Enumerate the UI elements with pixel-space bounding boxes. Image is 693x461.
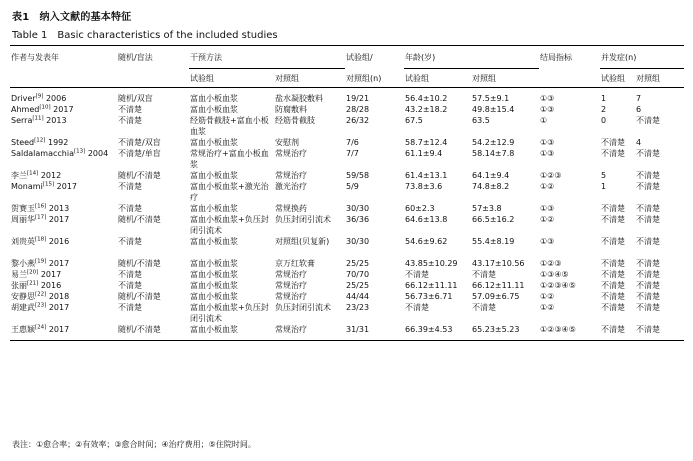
- cell-author: [10, 324, 117, 335]
- cell-author: [10, 291, 117, 302]
- cell-random: 不清楚: [118, 105, 142, 114]
- cell-sample-size: 25/25: [346, 259, 370, 268]
- cell-comp-exp: 不清楚: [601, 303, 625, 312]
- reference-number: [14]: [27, 170, 39, 177]
- table-row: [10, 148, 684, 170]
- cell-comp-exp: 不清楚: [601, 292, 625, 301]
- cell-sample-size: 36/36: [346, 215, 370, 224]
- cell-age-exp: 56.73±6.71: [405, 292, 453, 301]
- cell-outcome: ①②③: [540, 171, 562, 180]
- cell-random: 不清楚: [118, 270, 142, 279]
- header-age-ctl: 对照组: [472, 74, 496, 83]
- cell-exp-intervention: 富血小板血浆: [190, 325, 238, 334]
- header-comp-exp: 试验组: [601, 74, 625, 83]
- cell-age-exp: 64.6±13.8: [405, 215, 448, 224]
- reference-number: [12]: [34, 137, 46, 144]
- table-row: [10, 104, 684, 115]
- header-row-1: [10, 46, 684, 69]
- cell-outcome: ①③: [540, 204, 555, 213]
- publish-year: 2017: [50, 105, 74, 114]
- cell-comp-ctl: 不清楚: [636, 270, 660, 279]
- cell-exp-intervention: 富血小板血浆+负压封闭引流术: [190, 215, 269, 235]
- reference-number: [10]: [39, 104, 51, 111]
- cell-comp-ctl: 不清楚: [636, 182, 660, 191]
- cell-sample-size: 44/44: [346, 292, 370, 301]
- publish-year: 2013: [43, 116, 67, 125]
- cell-comp-ctl: 4: [636, 138, 642, 147]
- cell-comp-exp: 不清楚: [601, 204, 625, 213]
- cell-author: [10, 170, 117, 181]
- cell-sample-size: 59/58: [346, 171, 370, 180]
- header-outcome: 结局指标: [540, 53, 572, 62]
- cell-sample-size: 26/32: [346, 116, 370, 125]
- table-row: [10, 203, 684, 214]
- cell-comp-ctl: 不清楚: [636, 281, 660, 290]
- cell-author: [10, 203, 117, 214]
- cell-age-ctl: 74.8±8.2: [472, 182, 510, 191]
- cell-exp-intervention: 富血小板血浆: [190, 281, 238, 290]
- table-row: [10, 137, 684, 148]
- author-name: 易兰: [11, 270, 27, 279]
- publish-year: 2017: [54, 182, 77, 191]
- cell-ctl-intervention: 对照组(贝复新): [275, 237, 330, 246]
- cell-ctl-intervention: 常规治疗: [275, 171, 307, 180]
- cell-age-exp: 43.2±18.2: [405, 105, 448, 114]
- cell-sample-size: 30/30: [346, 204, 370, 213]
- publish-year: 2016: [38, 281, 62, 290]
- cell-comp-exp: 5: [601, 171, 607, 180]
- cell-comp-exp: 不清楚: [601, 138, 625, 147]
- cell-outcome: ①②: [540, 182, 555, 191]
- cell-author: [10, 115, 117, 137]
- cell-age-ctl: 57.5±9.1: [472, 94, 510, 103]
- cell-ctl-intervention: 经筋骨截肢: [275, 116, 315, 125]
- table-row: [10, 291, 684, 302]
- reference-number: [18]: [35, 236, 47, 243]
- table-row: [10, 214, 684, 236]
- author-name: 刘贵英: [11, 237, 35, 246]
- cell-exp-intervention: 富血小板血浆: [190, 237, 238, 246]
- cell-age-exp: 不清楚: [405, 270, 429, 279]
- cell-outcome: ①②: [540, 292, 555, 301]
- cell-age-ctl: 49.8±15.4: [472, 105, 515, 114]
- cell-random: 不清楚/单盲: [118, 149, 161, 158]
- cell-sample-size: 7/6: [346, 138, 359, 147]
- author-name: Saldalamacchia: [11, 149, 74, 158]
- table-row: [10, 236, 684, 258]
- cell-ctl-intervention: 激光治疗: [275, 182, 307, 191]
- cell-exp-intervention: 富血小板血浆: [190, 259, 238, 268]
- cell-comp-ctl: 不清楚: [636, 259, 660, 268]
- cell-random: 不清楚: [118, 303, 142, 312]
- cell-age-ctl: 43.17±10.56: [472, 259, 525, 268]
- table-row: [10, 93, 684, 104]
- table-footnote: 表注：①愈合率；②有效率；③愈合时间；④治疗费用；⑤住院时间。: [12, 440, 256, 449]
- cell-random: 不清楚: [118, 204, 142, 213]
- publish-year: 2017: [46, 303, 70, 312]
- cell-sample-size: 30/30: [346, 237, 370, 246]
- cell-comp-exp: 不清楚: [601, 259, 625, 268]
- cell-age-exp: 66.39±4.53: [405, 325, 453, 334]
- cell-comp-exp: 不清楚: [601, 281, 625, 290]
- header-row-2: [10, 69, 684, 88]
- cell-outcome: ①: [540, 116, 548, 125]
- author-name: Monami: [11, 182, 43, 191]
- cell-age-exp: 66.12±11.11: [405, 281, 458, 290]
- cell-ctl-intervention: 防腐敷料: [275, 105, 307, 114]
- header-intervention-ctl: 对照组: [275, 74, 299, 83]
- cell-exp-intervention: 富血小板血浆: [190, 171, 238, 180]
- table-row: [10, 170, 684, 181]
- cell-comp-exp: 不清楚: [601, 149, 625, 158]
- cell-random: 随机/不清楚: [118, 171, 161, 180]
- cell-age-ctl: 63.5: [472, 116, 490, 125]
- table-body: [10, 88, 684, 341]
- study-characteristics-table: [10, 45, 684, 341]
- cell-author: [10, 302, 117, 324]
- cell-comp-exp: 1: [601, 94, 607, 103]
- author-name: 安静思: [11, 292, 35, 301]
- cell-author: [10, 236, 117, 258]
- publish-year: 2016: [46, 237, 70, 246]
- cell-author: [10, 181, 117, 203]
- header-sample-line2: 对照组(n): [346, 73, 382, 83]
- cell-age-exp: 43.85±10.29: [405, 259, 458, 268]
- reference-number: [13]: [74, 148, 86, 155]
- publish-year: 2017: [46, 325, 70, 334]
- publish-year: 2017: [46, 215, 70, 224]
- header-random: 随机/盲法: [118, 53, 153, 62]
- cell-comp-ctl: 不清楚: [636, 204, 660, 213]
- cell-comp-exp: 不清楚: [601, 215, 625, 224]
- cell-age-exp: 58.7±12.4: [405, 138, 448, 147]
- table-row: [10, 115, 684, 137]
- cell-author: [10, 104, 117, 115]
- author-name: Serra: [11, 116, 33, 125]
- cell-ctl-intervention: 常规换药: [275, 204, 307, 213]
- reference-number: [15]: [42, 181, 55, 188]
- cell-ctl-intervention: 常规治疗: [275, 149, 307, 158]
- table-caption-english: Table 1 Basic characteristics of the included studies: [12, 30, 278, 41]
- table-row: [10, 302, 684, 324]
- header-intervention: 干预方法: [189, 46, 345, 69]
- cell-random: 随机/不清楚: [118, 325, 161, 334]
- cell-sample-size: 28/28: [346, 105, 370, 114]
- cell-comp-ctl: 不清楚: [636, 171, 660, 180]
- cell-author: [10, 269, 117, 280]
- cell-outcome: ①②: [540, 215, 555, 224]
- cell-sample-size: 7/7: [346, 149, 359, 158]
- author-name: Ahmed: [11, 105, 40, 114]
- cell-ctl-intervention: 负压封闭引流术: [275, 215, 331, 224]
- cell-random: 不清楚/双盲: [118, 138, 161, 147]
- cell-sample-size: 70/70: [346, 270, 370, 279]
- author-name: 周丽华: [11, 215, 35, 224]
- cell-outcome: ①③: [540, 237, 555, 246]
- cell-exp-intervention: 富血小板血浆+激光治疗: [190, 182, 269, 202]
- cell-ctl-intervention: 负压封闭引流术: [275, 303, 331, 312]
- cell-random: 不清楚: [118, 237, 142, 246]
- reference-number: [23]: [35, 302, 47, 309]
- cell-random: 不清楚: [118, 116, 142, 125]
- cell-age-exp: 不清楚: [405, 303, 429, 312]
- cell-ctl-intervention: 盐水凝胶敷料: [275, 94, 323, 103]
- reference-number: [11]: [32, 115, 44, 122]
- cell-age-ctl: 64.1±9.4: [472, 171, 510, 180]
- cell-sample-size: 19/21: [346, 94, 370, 103]
- cell-comp-ctl: 7: [636, 94, 642, 103]
- table-row: [10, 258, 684, 269]
- cell-comp-exp: 不清楚: [601, 325, 625, 334]
- cell-comp-exp: 1: [601, 182, 607, 191]
- cell-outcome: ①③: [540, 105, 555, 114]
- cell-random: 不清楚: [118, 182, 142, 191]
- cell-age-ctl: 65.23±5.23: [472, 325, 520, 334]
- cell-random: 随机/不清楚: [118, 259, 161, 268]
- author-name: Driver: [11, 94, 36, 103]
- cell-sample-size: 25/25: [346, 281, 370, 290]
- cell-random: 随机/不清楚: [118, 215, 161, 224]
- cell-comp-ctl: 不清楚: [636, 237, 660, 246]
- header-intervention-exp: 试验组: [190, 74, 214, 83]
- cell-outcome: ①②③④⑤: [540, 325, 576, 334]
- cell-outcome: ①②③: [540, 259, 562, 268]
- cell-comp-ctl: 不清楚: [636, 215, 660, 224]
- cell-comp-exp: 不清楚: [601, 237, 625, 246]
- header-author: 作者与发表年: [11, 53, 59, 62]
- publish-year: 2012: [38, 171, 62, 180]
- cell-exp-intervention: 富血小板血浆: [190, 105, 238, 114]
- cell-author: [10, 258, 117, 269]
- reference-number: [17]: [35, 214, 47, 221]
- cell-age-ctl: 不清楚: [472, 270, 496, 279]
- cell-comp-ctl: 不清楚: [636, 303, 660, 312]
- cell-age-exp: 73.8±3.6: [405, 182, 443, 191]
- table-caption-chinese: 表1 纳入文献的基本特征: [12, 12, 132, 23]
- publish-year: 1992: [45, 138, 69, 147]
- cell-exp-intervention: 富血小板血浆: [190, 204, 238, 213]
- cell-outcome: ①②: [540, 303, 555, 312]
- cell-outcome: ①③④⑤: [540, 270, 569, 279]
- cell-outcome: ①③: [540, 149, 555, 158]
- cell-outcome: ①③: [540, 138, 555, 147]
- cell-comp-exp: 2: [601, 105, 607, 114]
- cell-author: [10, 93, 117, 104]
- publish-year: 2017: [38, 270, 62, 279]
- cell-age-ctl: 不清楚: [472, 303, 496, 312]
- cell-sample-size: 31/31: [346, 325, 370, 334]
- reference-number: [22]: [35, 291, 47, 298]
- reference-number: [16]: [35, 203, 47, 210]
- cell-age-exp: 67.5: [405, 116, 423, 125]
- reference-number: [20]: [27, 269, 39, 276]
- header-comp-ctl: 对照组: [636, 74, 660, 83]
- cell-exp-intervention: 富血小板血浆: [190, 138, 238, 147]
- reference-number: [9]: [35, 93, 44, 100]
- cell-random: 不清楚: [118, 281, 142, 290]
- cell-sample-size: 5/9: [346, 182, 359, 191]
- cell-ctl-intervention: 安慰剂: [275, 138, 299, 147]
- header-complication: 并发症(n): [600, 46, 684, 69]
- header-sample: 试验组/: [346, 53, 373, 62]
- cell-author: [10, 214, 117, 236]
- cell-ctl-intervention: 常规治疗: [275, 270, 307, 279]
- cell-comp-ctl: 不清楚: [636, 325, 660, 334]
- publish-year: 2006: [43, 94, 67, 103]
- header-age: 年龄(岁): [404, 46, 539, 69]
- table-row: [10, 324, 684, 335]
- publish-year: 2017: [46, 259, 70, 268]
- cell-age-ctl: 57.09±6.75: [472, 292, 520, 301]
- publish-year: 2004: [85, 149, 109, 158]
- reference-number: [19]: [35, 258, 47, 265]
- cell-age-exp: 61.1±9.4: [405, 149, 443, 158]
- cell-age-exp: 60±2.3: [405, 204, 435, 213]
- cell-random: 随机/不清楚: [118, 292, 161, 301]
- cell-exp-intervention: 经筋骨截肢+富血小板血浆: [190, 116, 269, 136]
- cell-author: [10, 148, 117, 170]
- table-row: [10, 269, 684, 280]
- cell-age-ctl: 57±3.8: [472, 204, 502, 213]
- cell-ctl-intervention: 京万红软膏: [275, 259, 315, 268]
- publish-year: 2013: [46, 204, 70, 213]
- cell-age-ctl: 54.2±12.9: [472, 138, 515, 147]
- cell-outcome: ①③: [540, 94, 555, 103]
- cell-age-exp: 61.4±13.1: [405, 171, 448, 180]
- cell-exp-intervention: 富血小板血浆+负压封闭引流术: [190, 303, 269, 323]
- cell-exp-intervention: 富血小板血浆: [190, 292, 238, 301]
- table-row: [10, 181, 684, 203]
- cell-age-exp: 54.6±9.62: [405, 237, 448, 246]
- cell-ctl-intervention: 常规治疗: [275, 281, 307, 290]
- cell-author: [10, 280, 117, 291]
- cell-exp-intervention: 富血小板血浆: [190, 94, 238, 103]
- cell-random: 随机/双盲: [118, 94, 153, 103]
- cell-comp-ctl: 不清楚: [636, 149, 660, 158]
- cell-age-exp: 56.4±10.2: [405, 94, 448, 103]
- cell-ctl-intervention: 常规治疗: [275, 292, 307, 301]
- cell-exp-intervention: 富血小板血浆: [190, 270, 238, 279]
- cell-comp-ctl: 不清楚: [636, 292, 660, 301]
- cell-age-ctl: 55.4±8.19: [472, 237, 515, 246]
- cell-age-ctl: 66.12±11.11: [472, 281, 525, 290]
- cell-outcome: ①②③④⑤: [540, 281, 576, 290]
- cell-comp-exp: 0: [601, 116, 607, 125]
- cell-sample-size: 23/23: [346, 303, 370, 312]
- cell-age-ctl: 58.14±7.8: [472, 149, 515, 158]
- table-row: [10, 280, 684, 291]
- reference-number: [21]: [27, 280, 39, 287]
- cell-ctl-intervention: 常规治疗: [275, 325, 307, 334]
- author-name: 黎小燕: [11, 259, 35, 268]
- author-name: 胡建武: [11, 303, 35, 312]
- author-name: 张丽: [11, 281, 27, 290]
- cell-author: [10, 137, 117, 148]
- cell-exp-intervention: 常规治疗+富血小板血浆: [190, 149, 269, 169]
- author-name: Steed: [11, 138, 35, 147]
- header-age-exp: 试验组: [405, 74, 429, 83]
- publish-year: 2018: [46, 292, 70, 301]
- author-name: 李兰: [11, 171, 27, 180]
- cell-comp-exp: 不清楚: [601, 270, 625, 279]
- cell-age-ctl: 66.5±16.2: [472, 215, 515, 224]
- cell-comp-ctl: 不清楚: [636, 116, 660, 125]
- author-name: 贺赛玉: [11, 204, 35, 213]
- reference-number: [24]: [35, 324, 47, 331]
- cell-comp-ctl: 6: [636, 105, 642, 114]
- author-name: 王惠颖: [11, 325, 35, 334]
